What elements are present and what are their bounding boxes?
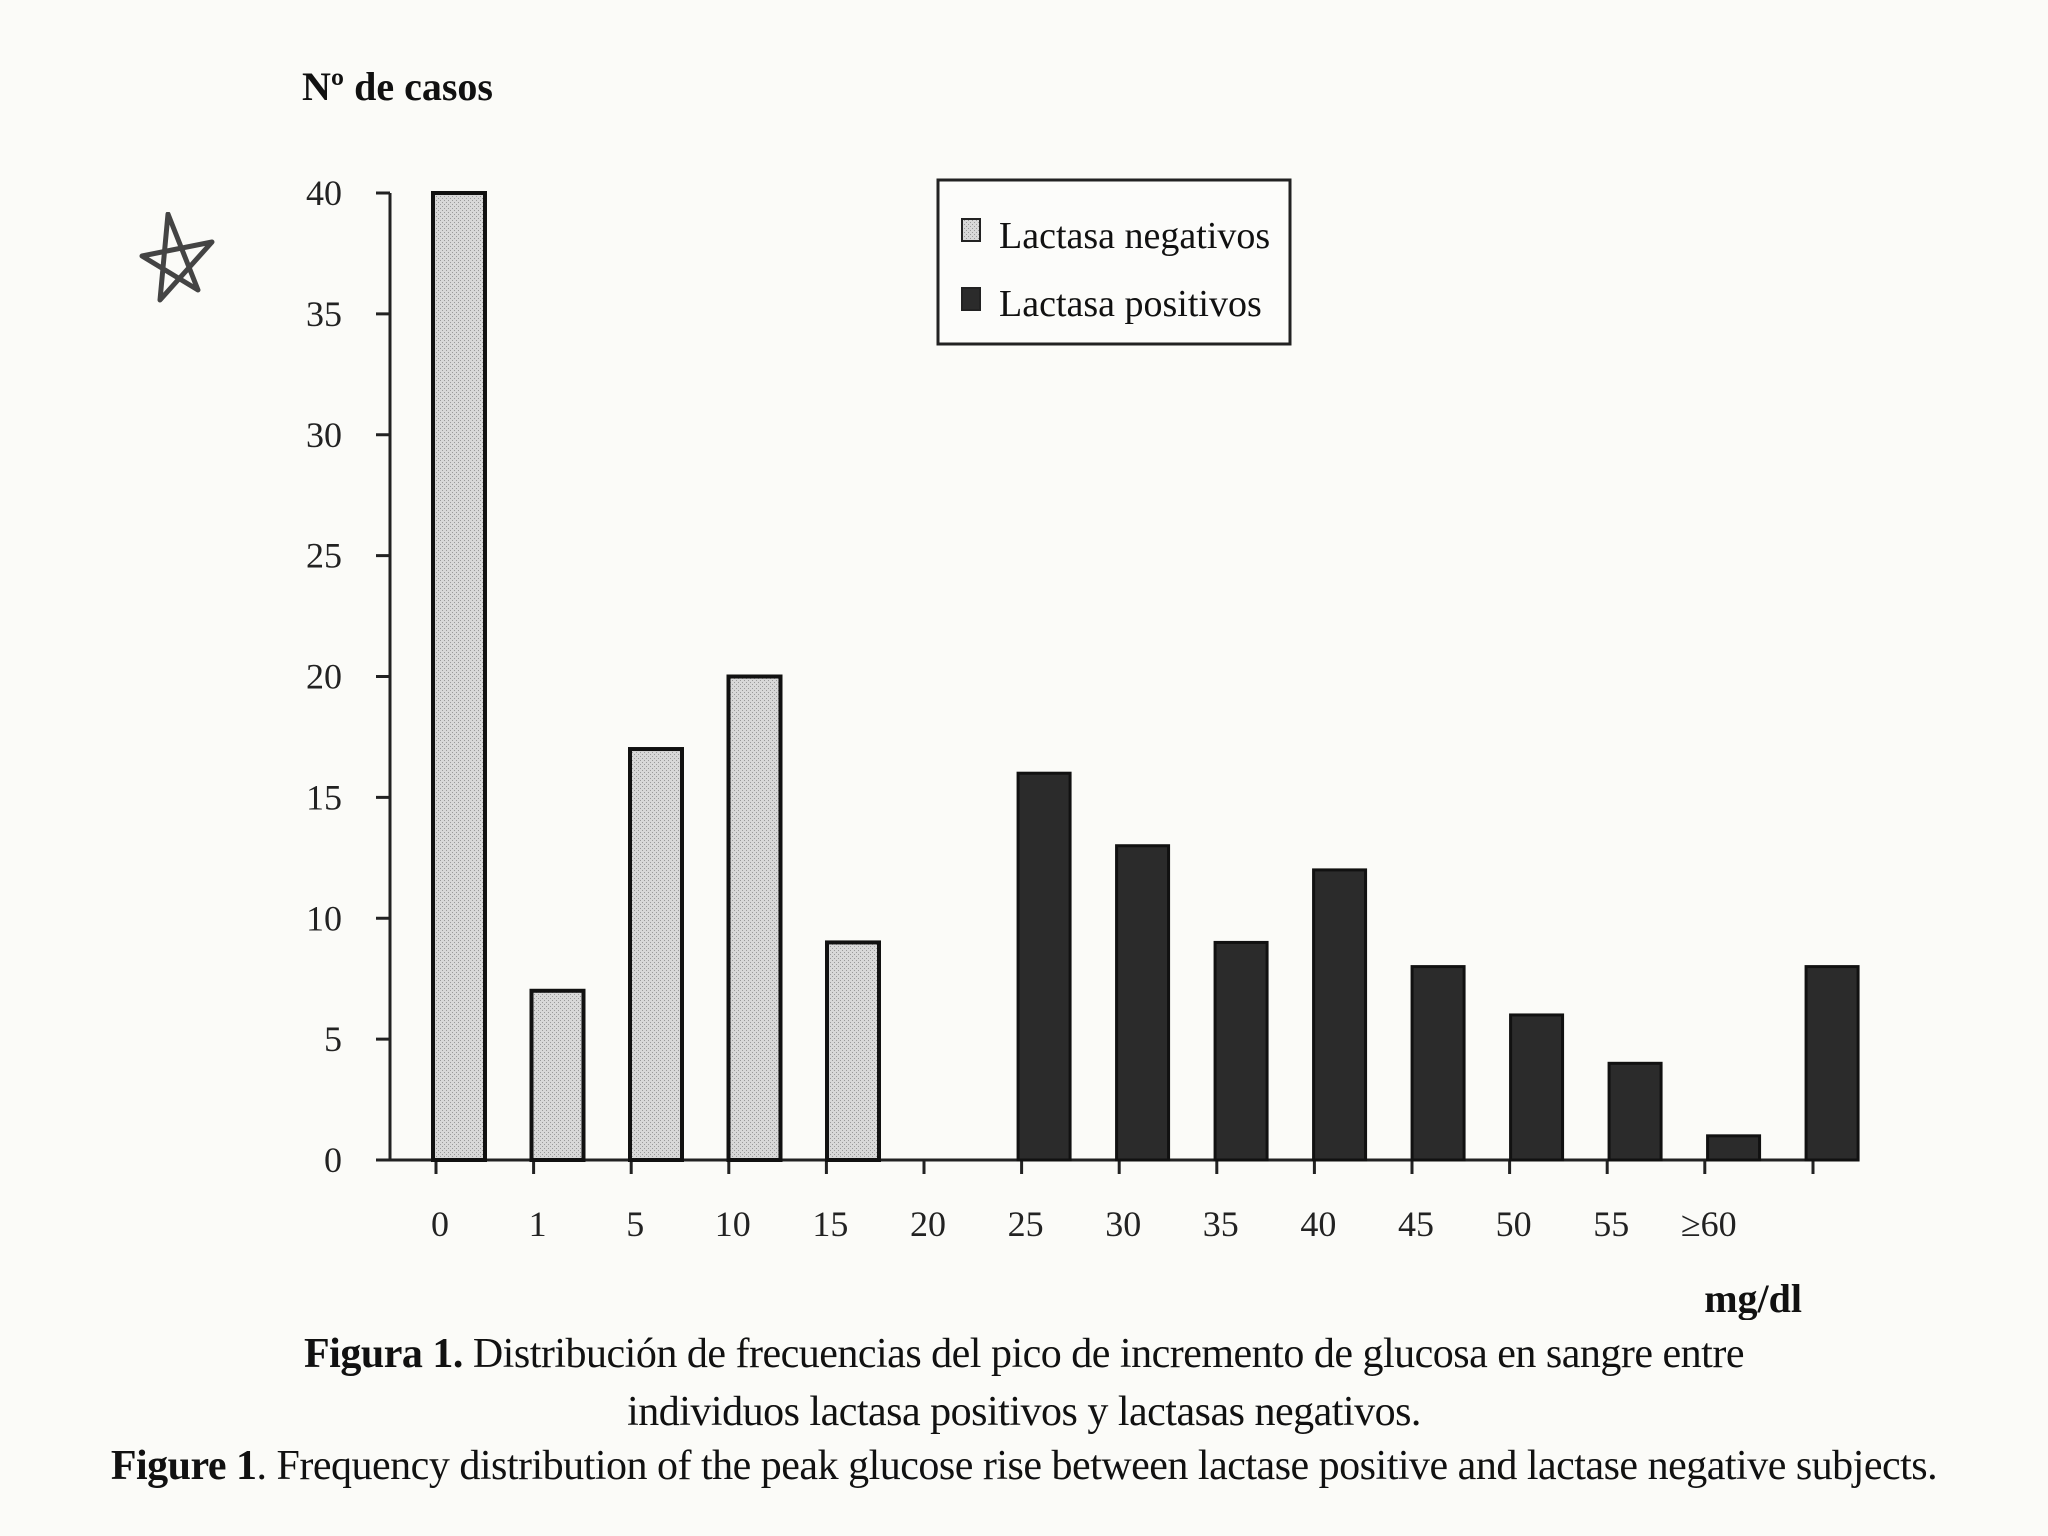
bar-lactasa-positivos — [1018, 773, 1070, 1160]
x-tick-label: 45 — [1398, 1204, 1434, 1244]
x-tick-label: 30 — [1105, 1204, 1142, 1244]
y-tick-label: 15 — [306, 777, 342, 818]
bar-lactasa-positivos — [1609, 1063, 1661, 1160]
bar-lactasa-positivos — [1806, 967, 1858, 1160]
caption-english-label: Figure 1 — [110, 1443, 257, 1489]
legend-label-lactasa-positivos: Lactasa positivos — [999, 283, 1262, 325]
x-tick-label: 5 — [626, 1204, 645, 1244]
star-icon — [138, 212, 218, 304]
y-tick-label: 35 — [306, 293, 342, 334]
x-axis-title: mg/dl — [1704, 1276, 1802, 1320]
x-tick-label: 55 — [1593, 1204, 1630, 1244]
legend-swatch-lactasa-negativos — [962, 219, 980, 241]
bar-lactasa-negativos — [630, 749, 682, 1160]
bar-lactasa-positivos — [1412, 967, 1464, 1160]
bar-lactasa-positivos — [1215, 942, 1267, 1160]
caption-spanish-line-2 — [0, 1388, 2048, 1436]
x-tick-label: 20 — [910, 1204, 946, 1244]
bar-lactasa-negativos — [827, 942, 879, 1160]
x-tick-label: 10 — [714, 1204, 751, 1244]
bar-lactasa-negativos — [532, 991, 584, 1160]
y-tick-label: 30 — [306, 414, 342, 455]
x-tick-label: 40 — [1300, 1204, 1337, 1244]
y-tick-label: 40 — [306, 173, 342, 213]
y-tick-label: 10 — [306, 898, 342, 939]
caption-spanish-label: Figura 1. — [304, 1331, 463, 1377]
caption-spanish-text-1: Distribución de frecuencias del pico de incremento de glucosa en sangre entre — [472, 1331, 1744, 1377]
legend-swatch-lactasa-positivos — [962, 288, 980, 310]
bar-lactasa-positivos — [1117, 846, 1169, 1160]
bar-lactasa-positivos — [1511, 1015, 1563, 1160]
x-tick-label: 35 — [1202, 1204, 1239, 1244]
bar-lactasa-positivos — [1314, 870, 1366, 1160]
y-tick-label: 25 — [306, 535, 342, 576]
bar-lactasa-negativos — [729, 677, 781, 1161]
bar-lactasa-negativos — [433, 193, 485, 1160]
x-tick-label: 50 — [1495, 1204, 1532, 1244]
legend-label-lactasa-negativos: Lactasa negativos — [999, 215, 1271, 257]
x-tick-label: 0 — [431, 1204, 449, 1244]
x-tick-label: 25 — [1007, 1204, 1044, 1244]
y-axis-title: Nº de casos — [302, 64, 493, 109]
bar-lactasa-positivos — [1708, 1136, 1760, 1160]
caption-spanish-line-1 — [0, 1330, 2048, 1378]
y-tick-label: 5 — [324, 1019, 342, 1060]
x-tick-label: ≥60 — [1680, 1204, 1737, 1244]
x-tick-label: 1 — [528, 1204, 547, 1244]
caption-english-text: . Frequency distribution of the peak glucose rise between lactase positive and lactase negative subjects. — [256, 1443, 1938, 1489]
legend — [938, 180, 1290, 344]
caption-english — [0, 1442, 2048, 1490]
y-tick-label: 0 — [324, 1140, 342, 1180]
x-tick-label: 15 — [812, 1204, 849, 1244]
y-tick-label: 20 — [306, 656, 342, 697]
caption-spanish-text-2: individuos lactasa positivos y lactasas negativos. — [627, 1389, 1421, 1435]
